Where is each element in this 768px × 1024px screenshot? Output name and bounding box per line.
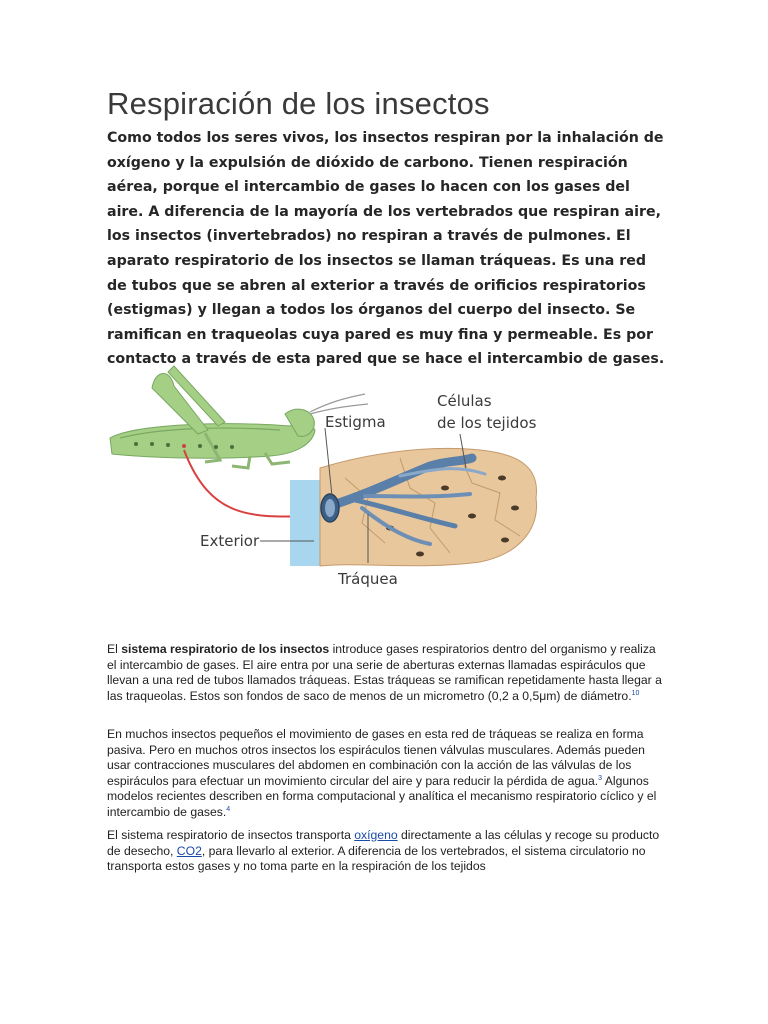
- citation-ref[interactable]: 10: [631, 689, 640, 697]
- bold-term: sistema respiratorio de los insectos: [121, 642, 330, 656]
- citation-ref[interactable]: 3: [598, 774, 603, 782]
- paragraph-oxygen-transport: El sistema respiratorio de insectos transporta oxígeno directamente a las células y recoge su producto de desecho, CO2, para llevarlo al exterior. A diferencia de los vertebrados, el sistema circulatorio no transporta estos gases y no toma parte en la respiración de los tejidos: [107, 828, 660, 874]
- paragraph-gas-movement: En muchos insectos pequeños el movimiento de gases en esta red de tráqueas se realiza en forma pasiva. Pero en muchos otros insectos los espiráculos tienen válvulas musculares. Además pueden usar contracciones musculares del abdomen en combinación con la acción de las válvulas de los espiráculos para efectuar un movimiento circular del aire y para reducir la pérdida de agua.$^3$ Algunos modelos recientes describen en forma computacional y analítica el mecanismo respiratorio cíclico y el intercambio de gases.$^4$: [107, 727, 657, 819]
- intro-paragraph: Como todos los seres vivos, los insectos respiran por la inhalación de oxígeno y la expulsión de dióxido de carbono. Tienen respiración aérea, porque el intercambio de gases lo hacen con los gases del aire. A diferencia de la mayoría de los vertebrados que respiran aire, los insectos (invertebrados) no respiran a través de pulmones. El aparato respiratorio de los insectos se llaman tráqueas. Es una red de tubos que se abren al exterior a través de orificios respiratorios (estigmas) y llegan a todos los órganos del cuerpo del insecto. Se ramifican en traqueolas cuya pared es muy fina y permeable. Es por contacto a través de esta pared que se hace el intercambio de gases.: [107, 130, 665, 368]
- page-title: Respiración de los insectos: [107, 86, 490, 121]
- label-traquea: Tráquea: [338, 570, 398, 588]
- link-co2[interactable]: CO2: [176, 843, 202, 858]
- label-celulas-line1: Células: [437, 392, 492, 410]
- link-oxigeno[interactable]: oxígeno: [354, 828, 398, 842]
- label-exterior: Exterior: [200, 532, 260, 550]
- insect-respiration-figure: [100, 358, 550, 598]
- label-estigma: Estigma: [325, 413, 386, 431]
- tissue-illustration: [290, 448, 537, 566]
- paragraph-respiratory-system: El sistema respiratorio de los insectos introduce gases respiratorios dentro del organismo y realiza el intercambio de gases. El aire entra por una serie de aberturas externas llamadas espiráculos que llevan a una red de tubos llamados tráqueas. Estas tráqueas se ramifican repetidamente hasta llegar a las traqueolas. Estos son fondos de saco de menos de un micrometro (0,2 a 0,5μm) de diámetro.$^{10}$: [107, 642, 662, 703]
- label-celulas-line2: de los tejidos: [437, 414, 537, 432]
- citation-ref[interactable]: 4: [226, 805, 231, 813]
